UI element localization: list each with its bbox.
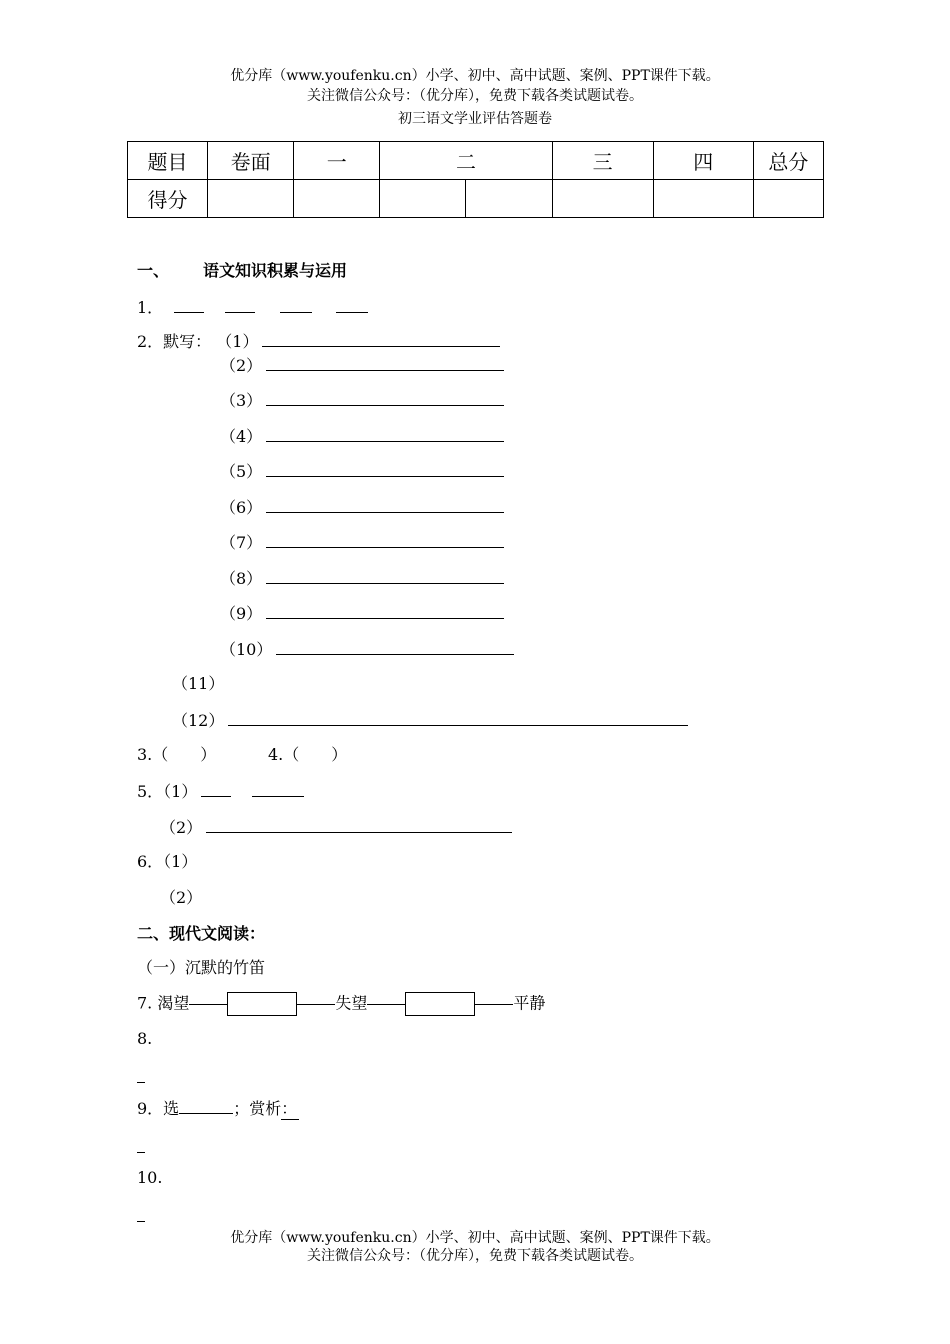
connector-line <box>367 1004 405 1005</box>
header-line-1: 优分库（www.youfenku.cn）小学、初中、高中试题、案例、PPT课件下载。 <box>230 68 720 84</box>
score-input-cell[interactable] <box>466 180 552 218</box>
answer-stub[interactable] <box>137 1068 145 1087</box>
item-label: （2） <box>220 356 263 375</box>
item-6 <box>220 497 504 518</box>
section-1-number: 一、 <box>137 261 170 280</box>
item-4 <box>220 426 504 447</box>
score-input-cell[interactable] <box>294 180 380 218</box>
table-cell: 二 <box>380 142 552 180</box>
answer-blank[interactable] <box>206 817 512 833</box>
item-12 <box>172 710 688 731</box>
question-4[interactable]: 4.（ ） <box>268 745 348 764</box>
question-3[interactable]: 3.（ ） <box>137 745 217 764</box>
section-2-heading: 二、现代文阅读： <box>137 924 266 943</box>
item-5 <box>220 461 504 482</box>
question-5-part-2 <box>160 817 512 838</box>
question-label: 5．（1） <box>137 782 198 801</box>
answer-blank[interactable] <box>174 297 204 313</box>
footer-line-2: 关注微信公众号：（优分库），免费下载各类试题试卷。 <box>307 1248 643 1264</box>
answer-blank[interactable] <box>336 297 368 313</box>
answer-blank[interactable] <box>280 297 312 313</box>
answer-blank[interactable] <box>266 497 504 513</box>
answer-blank[interactable] <box>266 532 504 548</box>
item-11 <box>172 674 224 694</box>
item-2 <box>220 355 504 376</box>
answer-blank[interactable] <box>252 781 304 797</box>
answer-blank[interactable] <box>179 1098 233 1114</box>
page-title: 初三语文学业评估答题卷 <box>398 111 552 127</box>
score-input-cell[interactable] <box>380 180 466 218</box>
table-cell: 题目 <box>128 142 208 180</box>
answer-blank[interactable] <box>228 710 688 726</box>
table-cell: 一 <box>294 142 380 180</box>
answer-blank[interactable]: ： <box>281 1099 298 1118</box>
answer-blank[interactable] <box>266 568 504 584</box>
score-input-cell[interactable] <box>653 180 753 218</box>
answer-box[interactable] <box>227 992 297 1016</box>
stage-label: 失望 <box>335 993 368 1013</box>
item-9 <box>220 603 504 624</box>
answer-blank[interactable] <box>266 461 504 477</box>
header-line-2: 关注微信公众号：（优分库），免费下载各类试题试卷。 <box>307 88 643 104</box>
answer-blank[interactable] <box>201 781 231 797</box>
table-row <box>128 180 824 218</box>
answer-blank[interactable] <box>266 426 504 442</box>
item-label: （6） <box>220 498 263 517</box>
answer-stub[interactable] <box>137 1138 145 1157</box>
item-label: （12） <box>172 711 225 730</box>
score-input-cell[interactable] <box>753 180 823 218</box>
table-cell: 得分 <box>128 180 208 218</box>
item-label: （9） <box>220 604 263 623</box>
question-6-part-2: （2） <box>160 888 203 907</box>
answer-blank[interactable] <box>266 390 504 406</box>
question-5 <box>137 781 304 802</box>
question-2 <box>137 331 500 352</box>
item-3 <box>220 390 504 411</box>
connector-line <box>189 1004 227 1005</box>
question-10: 10. <box>137 1168 163 1187</box>
table-cell: 三 <box>552 142 653 180</box>
item-label: （2） <box>160 818 203 837</box>
score-input-cell[interactable] <box>208 180 294 218</box>
question-1 <box>137 297 368 318</box>
answer-box[interactable] <box>405 992 475 1016</box>
question-label: 2．默写： <box>137 332 212 351</box>
footer-line-1: 优分库（www.youfenku.cn）小学、初中、高中试题、案例、PPT课件下载。 <box>230 1230 720 1246</box>
question-label: 9．选 <box>137 1099 180 1118</box>
item-8 <box>220 568 504 589</box>
item-label: （4） <box>220 427 263 446</box>
question-8: 8. <box>137 1029 153 1048</box>
stage-label: 平静 <box>513 993 546 1013</box>
question-6: 6．（1） <box>137 852 198 871</box>
item-7 <box>220 532 504 553</box>
score-input-cell[interactable] <box>552 180 653 218</box>
table-row <box>128 142 824 180</box>
question-7 <box>137 992 545 1016</box>
section-1-heading: 语文知识积累与运用 <box>203 261 348 280</box>
table-cell: 卷面 <box>208 142 294 180</box>
item-label: （3） <box>220 391 263 410</box>
question-number: 1． <box>137 298 164 317</box>
answer-blank[interactable] <box>266 603 504 619</box>
answer-stub[interactable] <box>137 1207 145 1226</box>
item-10 <box>220 639 514 660</box>
score-table <box>127 141 824 218</box>
table-cell: 总分 <box>753 142 823 180</box>
item-label: （10） <box>220 640 273 659</box>
connector-line <box>475 1004 513 1005</box>
item-label: （8） <box>220 569 263 588</box>
item-label: （11） <box>172 674 225 693</box>
question-9 <box>137 1098 299 1120</box>
item-label: （7） <box>220 533 263 552</box>
question-label: 7. 渴望 <box>137 993 190 1013</box>
answer-blank[interactable] <box>225 297 255 313</box>
item-label: （5） <box>220 462 263 481</box>
answer-blank[interactable] <box>276 639 514 655</box>
item-label: （1） <box>216 332 259 351</box>
passage-title: （一）沉默的竹笛 <box>137 958 266 977</box>
answer-blank[interactable] <box>262 331 500 347</box>
question-label: ；赏析 <box>233 1099 282 1118</box>
connector-line <box>297 1004 335 1005</box>
answer-blank[interactable] <box>266 355 504 371</box>
table-cell: 四 <box>653 142 753 180</box>
